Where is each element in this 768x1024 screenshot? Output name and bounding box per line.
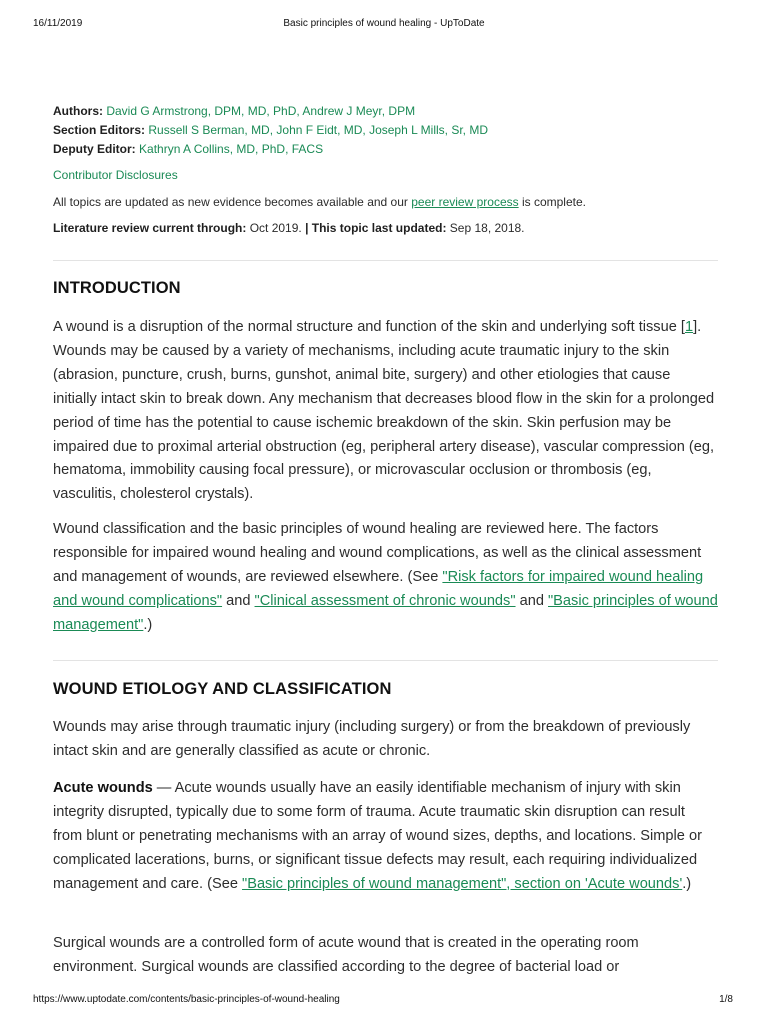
intro-p2-and-1: and: [222, 592, 255, 609]
update-note-before: All topics are updated as new evidence becomes available and our: [53, 195, 412, 209]
intro-p2-end: .): [143, 616, 153, 633]
introduction-heading: INTRODUCTION: [53, 279, 181, 297]
page-number: 1/8: [719, 994, 733, 1005]
update-note: [53, 194, 586, 210]
page-url: https://www.uptodate.com/contents/basic-principles-of-wound-healing: [33, 994, 340, 1005]
acute-wounds-end: .): [682, 875, 692, 892]
intro-p1-text-a: A wound is a disruption of the normal structure and function of the skin and underlying soft tissue [: [53, 319, 685, 335]
acute-wounds-text: — Acute wounds usually have an easily identifiable mechanism of injury with skin integrity disrupted, typically due to some form of trauma. Acute traumatic skin disruption can result from blunt or penetrating mechanisms with an array of wound sizes, depths, and locations. Simple or complicated lacerations, burns, or significant tissue defects may result, each requiring individualized management and care. (See: [53, 780, 702, 892]
introduction-paragraph-1: [53, 316, 718, 507]
introduction-paragraph-2: [53, 518, 718, 638]
divider: [53, 660, 718, 661]
section-editors-label: Section Editors:: [53, 123, 146, 137]
literature-review-line: [53, 220, 525, 236]
authors-value[interactable]: David G Armstrong, DPM, MD, PhD, Andrew J Meyr, DPM: [106, 104, 416, 118]
deputy-editor-value[interactable]: Kathryn A Collins, MD, PhD, FACS: [139, 142, 324, 156]
print-title: Basic principles of wound healing - UpToDate: [283, 18, 485, 29]
section-editors-value[interactable]: Russell S Berman, MD, John F Eidt, MD, Joseph L Mills, Sr, MD: [148, 123, 489, 137]
deputy-editor-label: Deputy Editor:: [53, 142, 136, 156]
intro-p1-text-b: ]. Wounds may be caused by a variety of mechanisms, including acute traumatic injury to the skin (abrasion, puncture, crush, burns, gunshot, animal bite, surgery) and other etiologies that cause initially intact skin to break down. Any mechanism that decreases blood flow in the skin for a prolonged period of time has the potential to cause ischemic breakdown of the skin. Skin perfusion may be impaired due to proximal arterial obstruction (eg, peripheral artery disease), vascular compression (eg, hematoma, immobility causing focal pressure), or microvascular occlusion or thrombosis (eg, vasculitis, cholesterol crystals).: [53, 319, 715, 503]
surgical-wounds-paragraph: Surgical wounds are a controlled form of acute wound that is created in the operating room environment. Surgical wounds are classified according to the degree of bacterial load or: [53, 935, 639, 975]
reference-1-link[interactable]: 1: [684, 319, 694, 335]
peer-review-link[interactable]: peer review process: [411, 195, 519, 209]
literature-label: Literature review current through:: [53, 221, 247, 235]
update-note-after: is complete.: [518, 195, 586, 209]
etiology-paragraph-1: Wounds may arise through traumatic injury (including surgery) or from the breakdown of previously intact skin and are generally classified as acute or chronic.: [53, 719, 691, 759]
last-updated-label: This topic last updated:: [308, 221, 447, 235]
literature-separator: |: [305, 221, 309, 235]
clinical-assessment-link[interactable]: "Clinical assessment of chronic wounds": [254, 592, 516, 609]
divider: [53, 260, 718, 261]
wound-management-link[interactable]: "Basic principles of wound management": [53, 592, 718, 633]
acute-wounds-paragraph: [53, 777, 718, 897]
intro-p2-text-a: Wound classification and the basic principles of wound healing are reviewed here. The factors responsible for impaired wound healing and wound complications, as well as the clinical assessment and management of wounds, are reviewed elsewhere. (See: [53, 521, 702, 585]
section-editors-line: [53, 122, 488, 138]
authors-label: Authors:: [53, 104, 103, 118]
print-date: 16/11/2019: [33, 18, 83, 29]
acute-wounds-title: Acute wounds: [53, 780, 153, 796]
intro-p2-and-2: and: [515, 592, 548, 609]
etiology-heading: WOUND ETIOLOGY AND CLASSIFICATION: [53, 680, 392, 698]
authors-line: [53, 103, 415, 119]
print-header: [0, 18, 768, 32]
contributor-disclosures-link[interactable]: Contributor Disclosures: [53, 168, 178, 182]
risk-factors-link[interactable]: "Risk factors for impaired wound healing and wound complications": [53, 568, 704, 609]
last-updated-value: Sep 18, 2018.: [446, 221, 525, 235]
acute-wounds-management-link[interactable]: "Basic principles of wound management", section on 'Acute wounds': [242, 875, 683, 892]
literature-value: Oct 2019.: [246, 221, 306, 235]
print-footer: [0, 994, 768, 1008]
deputy-editor-line: [53, 141, 323, 157]
